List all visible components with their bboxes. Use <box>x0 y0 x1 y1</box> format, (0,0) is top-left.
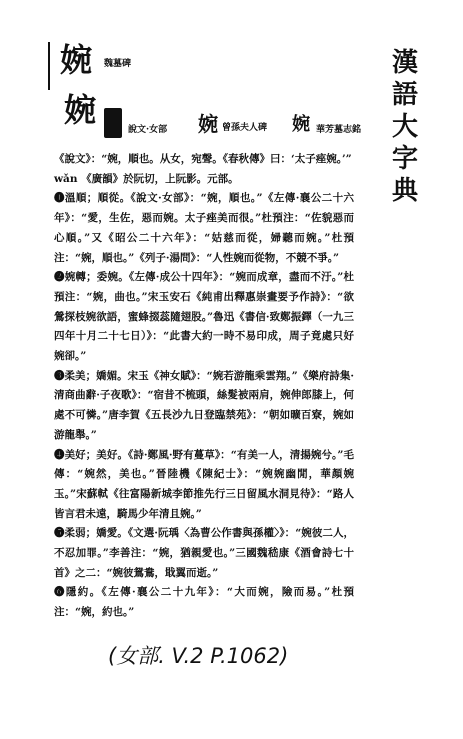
variant-form-2-character: 婉 <box>198 112 218 136</box>
variant-form-3-character: 婉 <box>292 114 310 135</box>
handwritten-source-note: (女部. V.2 P.1062) <box>108 644 289 668</box>
variant-form-2-source-note: 曾孫夫人碑 <box>222 123 268 133</box>
sense-4: ❹美好；美好。《詩·鄭風·野有蔓草》：“有美一人，清揚婉兮。”毛傳：“婉然，美也。”晉陸機《陳紀士》：“婉婉幽閒，華顏婉玉。”宋蘇軾《往富陽新城李節推先行三日留風水洞見待》：“路人皆言君未遠，騎馬少年清且婉。” <box>54 448 354 520</box>
sense-5: ❺柔弱；嬌愛。《文選·阮瑀〈為曹公作書與孫權〉》：“婉彼二人，不忍加罪。”李善注：“婉，猶親愛也。”三國魏嵇康《酒會詩七十首》之二：“婉彼鴛鴦，戢翼而逝。” <box>54 527 354 579</box>
sense-6: ❻隱約。《左傳·襄公二十九年》：“大而婉，險而易。”杜預注：“婉，約也。” <box>54 586 354 619</box>
dictionary-title-char: 漢 <box>392 48 419 78</box>
margin-rule <box>48 42 50 90</box>
entry-intro: 《說文》：“婉，順也。从女，宛聲。《春秋傳》曰：‘太子痤婉。’” <box>54 153 352 165</box>
headword-source-note: 魏墓碑 <box>104 59 132 69</box>
dictionary-title-char: 語 <box>392 80 419 110</box>
sense-1: ❶溫順；順從。《說文·女部》：“婉，順也。”《左傳·襄公二十六年》：“愛，生佐，惡而婉。太子痤美而很。”杜預注：“佐貌惡而心順。”又《昭公二十六年》：“姑慈而從，婦聽而婉。”杜預注：“婉，順也。”《列子·湯問》：“人性婉而從物，不競不爭。” <box>54 192 354 264</box>
headword-character: 婉 <box>60 41 93 79</box>
entry-body <box>54 150 354 623</box>
dictionary-title-char: 典 <box>392 176 419 206</box>
sense-2: ❷婉轉；委婉。《左傳·成公十四年》：“婉而成章，盡而不汙。”杜預注：“婉，曲也。”宋玉安石《純甫出釋惠崇畫要予作詩》：“欲鶯探枝婉欲語，蜜蜂掇蕊隨翅股。”魯迅《書信·致鄭振鐸（一九三四年十月二十七日）》：“此書大約一時不易印成，周子竟處只好婉卻。” <box>54 271 354 363</box>
variant-character: 婉 <box>64 91 97 129</box>
seal-script-source-note: 說文·女部 <box>128 125 168 135</box>
variant-form-3-source-note: 華芳墓志銘 <box>316 125 362 135</box>
pronunciation-line: wǎn 《廣韻》於阮切，上阮影。元部。 <box>54 172 239 185</box>
dictionary-title <box>392 50 432 204</box>
dictionary-title-char: 大 <box>392 112 419 142</box>
sense-3: ❸柔美；嬌媚。宋玉《神女賦》：“婉若游龍乘雲翔。”《樂府詩集·清商曲辭·子夜歌》：“宿昔不梳頭，絲髮被兩肩，婉伸郎膝上，何處不可憐。”唐李賀《五長沙九日登臨禁苑》：“朝如曠百寮，婉如游龍舉。” <box>54 369 354 441</box>
seal-script-glyph <box>104 108 122 138</box>
dictionary-title-char: 字 <box>392 144 419 174</box>
